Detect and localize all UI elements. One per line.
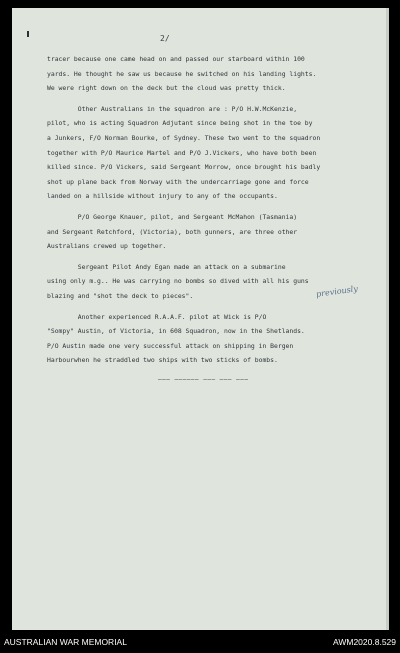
text-line: Another experienced R.A.A.F. pilot at Wick is P/O <box>47 312 267 321</box>
paragraph <box>47 52 382 96</box>
text-line: Harbourwhen he straddled two ships with two sticks of bombs. <box>47 356 278 365</box>
text-line: Sergeant Pilot Andy Egan made an attack on a submarine <box>47 262 286 271</box>
document-sheet <box>12 8 389 630</box>
paragraph <box>47 210 382 254</box>
text-line: We were right down on the deck but the cloud was pretty thick. <box>47 84 286 93</box>
text-line: P/O Austin made one very successful attack on shipping in Bergen <box>47 341 294 350</box>
text-line: Other Australians in the squadron are : P/O H.W.McKenzie, <box>47 104 298 113</box>
sheet-edge <box>386 8 389 630</box>
paragraph <box>47 310 382 368</box>
typed-text <box>47 52 382 368</box>
paragraph <box>47 260 382 304</box>
text-line: using only m.g.. He was carrying no bombs so dived with all his guns <box>47 277 309 286</box>
handwritten-annotation: previously <box>315 284 359 299</box>
text-line: together with P/O Maurice Martel and P/O J.Vickers, who have both been <box>47 148 317 157</box>
text-line: and Sergeant Retchford, (Victoria), both gunners, are three other <box>47 227 298 236</box>
text-line: tracer because one came head on and passed our starboard within 100 <box>47 55 305 63</box>
text-line: landed on a hillside without injury to any of the occupants. <box>47 192 278 201</box>
text-line: yards. He thought he saw us because he switched on his landing lights. <box>47 69 317 78</box>
text-line: blazing and "shot the deck to pieces". <box>47 291 194 300</box>
text-line: killed since. P/O Vickers, said Sergeant Morrow, once brought his badly <box>47 163 321 172</box>
text-line: "Sompy" Austin, of Victoria, in 608 Squadron, now in the Shetlands. <box>47 327 305 336</box>
text-line: Australians crewed up together. <box>47 242 167 251</box>
footer-bar <box>0 630 400 653</box>
text-line: pilot, who is acting Squadron Adjutant since being shot in the toe by <box>47 119 313 128</box>
footer-reference: AWM2020.8.529 <box>333 637 396 647</box>
end-rule: ——— —————— ——— ——— ——— <box>158 376 249 383</box>
paragraph <box>47 102 382 204</box>
page-number: 2/ <box>160 34 170 43</box>
margin-mark <box>27 31 29 37</box>
footer-organization: AUSTRALIAN WAR MEMORIAL <box>4 637 127 647</box>
text-line: a Junkers, F/O Norman Bourke, of Sydney. These two went to the squadron <box>47 133 321 142</box>
text-line: shot up plane back from Norway with the undercarriage gone and force <box>47 177 309 186</box>
text-line: P/O George Knauer, pilot, and Sergeant McMahon (Tasmania) <box>47 212 298 221</box>
